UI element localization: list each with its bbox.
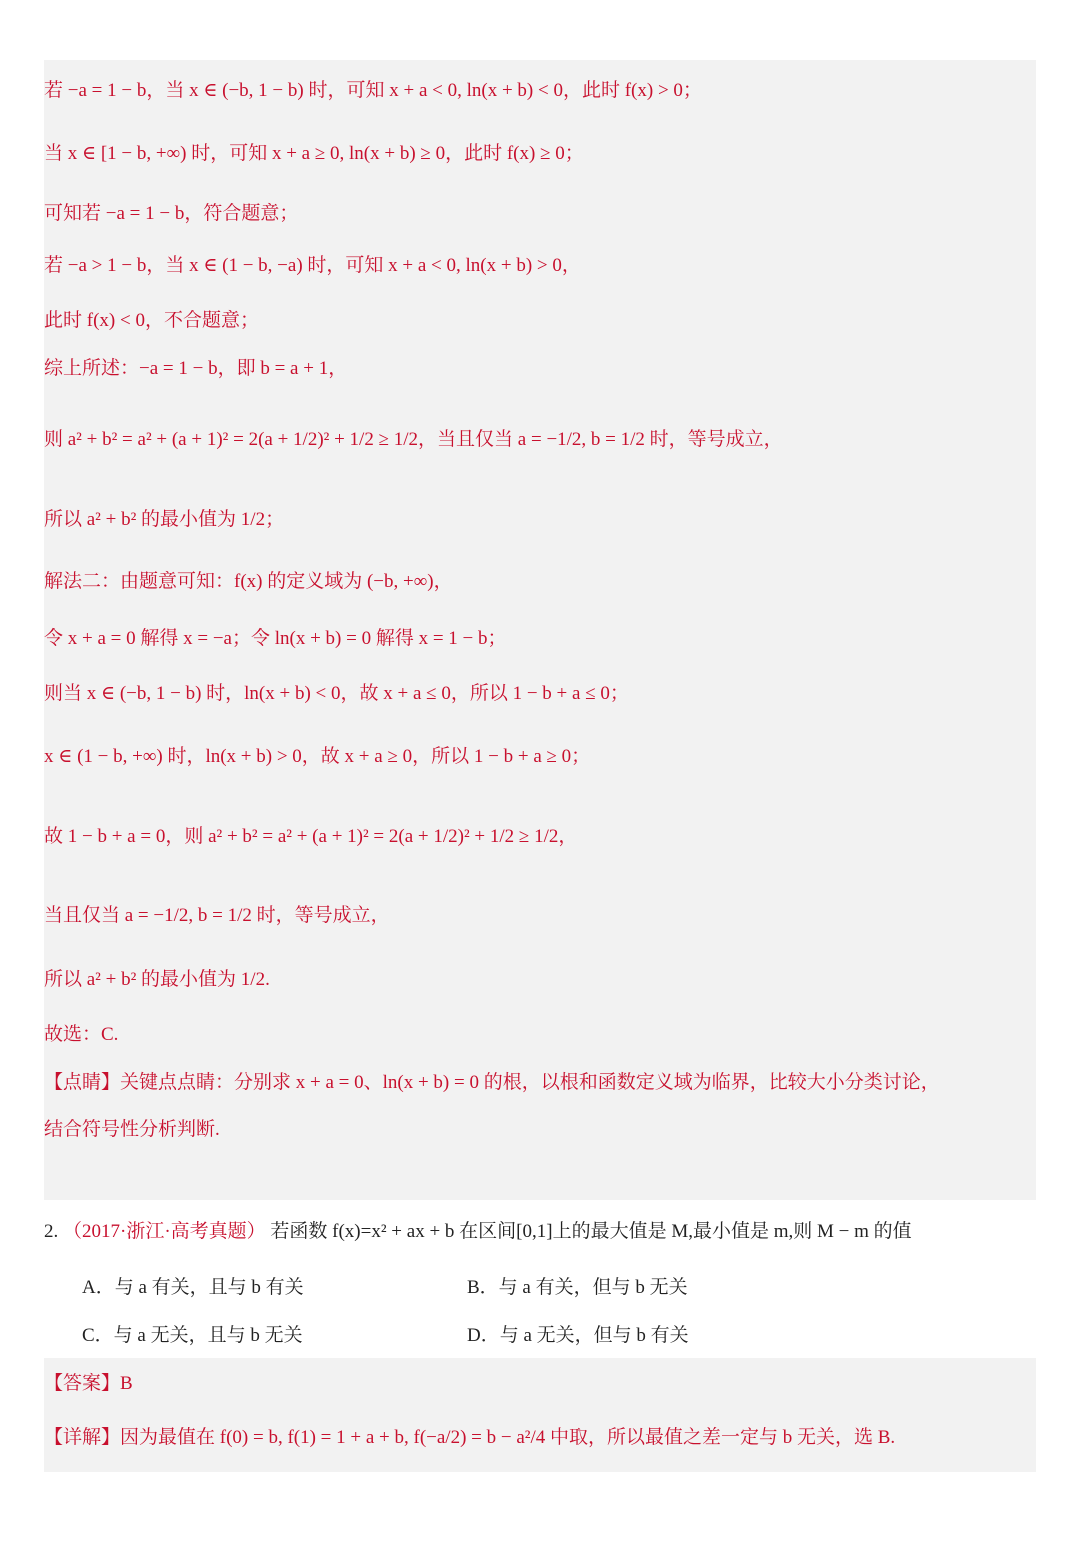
solution-line-6: 综上所述：−a = 1 − b，即 b = a + 1，	[44, 358, 348, 379]
option-a[interactable]: A．与 a 有关，且与 b 有关	[82, 1277, 304, 1298]
solution-line-16: 故选：C.	[44, 1024, 119, 1045]
question-number: 2.	[44, 1221, 59, 1242]
key-point-line-1: 【点睛】关键点点睛：分别求 x + a = 0、ln(x + b) = 0 的根，以根和函数定义域为临界，比较大小分类讨论，	[44, 1072, 940, 1093]
solution-line-14: 当且仅当 a = −1/2, b = 1/2 时，等号成立，	[44, 905, 390, 926]
solution-line-12: x ∈ (1 − b, +∞) 时，ln(x + b) > 0，故 x + a ≥ 0，所以 1 − b + a ≥ 0；	[44, 746, 591, 767]
question-source: （2017·浙江·高考真题）	[63, 1221, 266, 1242]
question-2	[44, 1218, 912, 1246]
solution-line-11: 则当 x ∈ (−b, 1 − b) 时，ln(x + b) < 0，故 x + a ≤ 0，所以 1 − b + a ≤ 0；	[44, 683, 629, 704]
solution-line-2: 当 x ∈ [1 − b, +∞) 时，可知 x + a ≥ 0, ln(x + b) ≥ 0，此时 f(x) ≥ 0；	[44, 143, 584, 164]
solution-line-5: 此时 f(x) < 0，不合题意；	[44, 310, 259, 331]
solution-line-10: 令 x + a = 0 解得 x = −a；令 ln(x + b) = 0 解得 x = 1 − b；	[44, 628, 507, 649]
solution-line-1: 若 −a = 1 − b，当 x ∈ (−b, 1 − b) 时，可知 x + a < 0, ln(x + b) < 0，此时 f(x) > 0；	[44, 80, 702, 101]
solution-line-15: 所以 a² + b² 的最小值为 1/2.	[44, 969, 270, 990]
solution-line-9: 解法二：由题意可知：f(x) 的定义域为 (−b, +∞)，	[44, 571, 453, 592]
solution-line-13: 故 1 − b + a = 0，则 a² + b² = a² + (a + 1)² = 2(a + 1/2)² + 1/2 ≥ 1/2，	[44, 826, 578, 847]
answer-detail: 【详解】因为最值在 f(0) = b, f(1) = 1 + a + b, f(−a/2) = b − a²/4 中取，所以最值之差一定与 b 无关，选 B.	[44, 1427, 896, 1448]
solution-line-7: 则 a² + b² = a² + (a + 1)² = 2(a + 1/2)² + 1/2 ≥ 1/2，当且仅当 a = −1/2, b = 1/2 时，等号成立，	[44, 429, 783, 450]
solution-line-8: 所以 a² + b² 的最小值为 1/2；	[44, 509, 285, 530]
solution-line-3: 可知若 −a = 1 − b，符合题意；	[44, 203, 299, 224]
solution-block	[44, 60, 1036, 1200]
option-c[interactable]: C．与 a 无关，且与 b 无关	[82, 1325, 303, 1346]
solution-line-4: 若 −a > 1 − b，当 x ∈ (1 − b, −a) 时，可知 x + a < 0, ln(x + b) > 0，	[44, 255, 581, 276]
answer-block	[44, 1358, 1036, 1472]
question-text: 若函数 f(x)=x² + ax + b 在区间[0,1]上的最大值是 M,最小值是 m,则 M − m 的值	[270, 1221, 912, 1242]
option-b[interactable]: B．与 a 有关，但与 b 无关	[467, 1277, 688, 1298]
answer-label: 【答案】B	[44, 1373, 133, 1394]
key-point-line-2: 结合符号性分析判断.	[44, 1119, 220, 1140]
option-d[interactable]: D．与 a 无关，但与 b 有关	[467, 1325, 689, 1346]
